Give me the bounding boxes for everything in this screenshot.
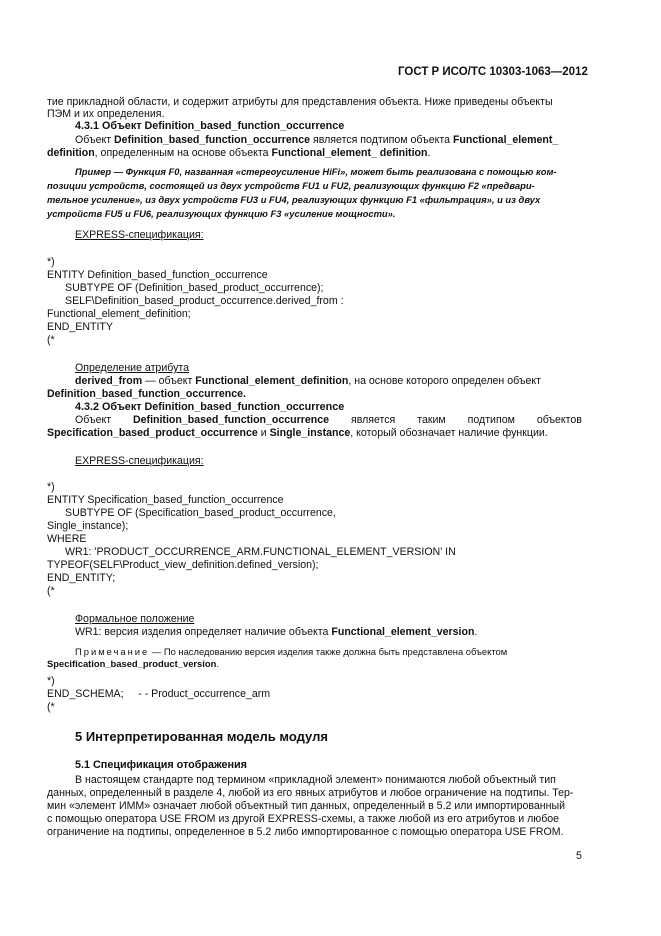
definition-line: Объект Definition_based_function_occurrence является подтипом объекта Functional_element_ (75, 134, 559, 146)
definition-line: Specification_based_product_occurrence и Single_instance, который обозначает наличие функции. (47, 427, 548, 439)
intro-line: тие прикладной области, и содержит атрибуты для представления объекта. Ниже приведены объекты (47, 96, 553, 108)
example-line: тельное усиление», из двух устройств FU3 и FU4, реализующих функцию F1 «фильтрация», и из двух (47, 194, 541, 205)
code-line: Functional_element_definition; (47, 308, 191, 320)
document-header: ГОСТ Р ИСО/ТС 10303-1063—2012 (398, 66, 588, 78)
paragraph-line: данных, определенный в разделе 4, любой из его явных атрибутов и любое ограничение на подтипы. Тер- (47, 787, 574, 799)
code-line: (* (47, 701, 55, 713)
code-line: END_ENTITY; (47, 572, 116, 584)
code-line: *) (47, 481, 55, 493)
code-line: *) (47, 256, 55, 268)
intro-line: ПЭМ и их определения. (47, 108, 165, 120)
definition-line: Объект Definition_based_function_occurrence является таким подтипом объектов (75, 414, 582, 426)
attribute-definition-line: derived_from — объект Functional_element_definition, на основе которого определен объект (75, 375, 541, 387)
paragraph-line: мин «элемент ИММ» означает любой объектный тип данных, определенный в 5.2 или импортированный (47, 800, 565, 812)
code-line: ENTITY Specification_based_function_occurrence (47, 494, 284, 506)
note-line: Specification_based_product_version. (47, 658, 219, 669)
section-5-1-title: 5.1 Спецификация отображения (75, 759, 247, 771)
formal-proposition-line: WR1: версия изделия определяет наличие объекта Functional_element_version. (75, 626, 478, 638)
code-line: *) (47, 675, 55, 687)
code-line: SUBTYPE OF (Specification_based_product_occurrence, (65, 507, 336, 519)
section-5-title: 5 Интерпретированная модель модуля (75, 729, 328, 744)
code-line: WR1: 'PRODUCT_OCCURRENCE_ARM.FUNCTIONAL_ELEMENT_VERSION' IN (65, 546, 456, 558)
example-line: позиции устройств, состоящей из двух устройств FU1 и FU2, реализующих функцию F2 «предвари- (47, 180, 535, 191)
code-line: TYPEOF(SELF\Product_view_definition.defined_version); (47, 559, 319, 571)
express-spec-label: EXPRESS-спецификация: (75, 229, 204, 241)
paragraph-line: В настоящем стандарте под термином «прикладной элемент» понимаются любой объектный тип (75, 774, 556, 786)
code-line: WHERE (47, 533, 87, 545)
attribute-definition-label: Определение атрибута (75, 362, 190, 374)
code-line: (* (47, 585, 55, 597)
example-line: устройств FU5 и FU6, реализующих функцию F3 «усиление мощности». (47, 208, 396, 219)
page-number: 5 (576, 850, 582, 862)
express-spec-label: EXPRESS-спецификация: (75, 455, 204, 467)
paragraph-line: ограничение на подтипы, определенное в 5.2 либо импортированное с помощью оператора USE FROM. (47, 826, 564, 838)
section-4-3-1-title: 4.3.1 Объект Definition_based_function_occurrence (75, 120, 345, 132)
paragraph-line: с помощью оператора USE FROM из другой EXPRESS-схемы, а также любой из его атрибутов и любое (47, 813, 560, 825)
code-line: END_ENTITY (47, 321, 113, 333)
section-4-3-2-title: 4.3.2 Объект Definition_based_function_occurrence (75, 401, 345, 413)
formal-proposition-label: Формальное положение (75, 613, 195, 625)
code-line: SELF\Definition_based_product_occurrence.derived_from : (65, 295, 344, 307)
definition-line: definition, определенным на основе объекта Functional_element_ definition. (47, 147, 431, 159)
example-line: Пример — Функция F0, названная «стереоусиление HiFi», может быть реализована с помощью ком- (75, 166, 557, 177)
code-line: Single_instance); (47, 520, 129, 532)
code-line: END_SCHEMA; - - Product_occurrence_arm (47, 688, 271, 700)
attribute-definition-line: Definition_based_function_occurrence. (47, 388, 246, 400)
note-line: Примечание — По наследованию версия изделия также должна быть представлена объектом (75, 646, 508, 657)
code-line: SUBTYPE OF (Definition_based_product_occurrence); (65, 282, 324, 294)
code-line: ENTITY Definition_based_function_occurrence (47, 269, 268, 281)
code-line: (* (47, 334, 55, 346)
